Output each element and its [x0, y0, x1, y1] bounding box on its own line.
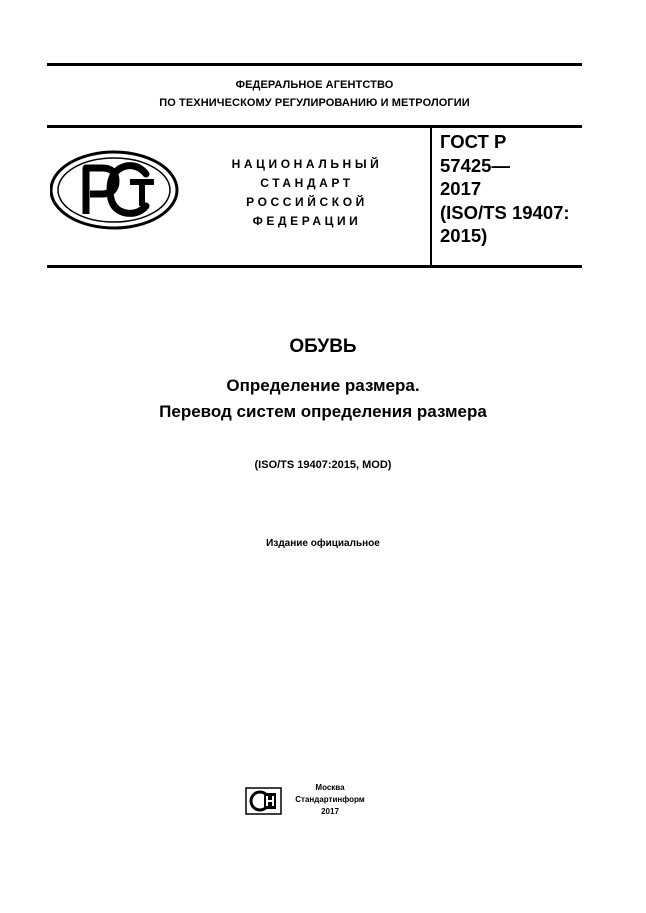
standard-type-line3: РОССИЙСКОЙ — [246, 195, 368, 209]
designation-line5: 2015) — [440, 225, 488, 246]
agency-name-line1: ФЕДЕРАЛЬНОЕ АГЕНТСТВО — [235, 79, 394, 91]
rst-logo — [50, 150, 180, 230]
edition-note: Издание официальное — [266, 538, 380, 549]
header-bottom-rule — [47, 265, 582, 268]
international-reference: (ISO/TS 19407:2015, MOD) — [254, 459, 392, 471]
standard-type-line1: НАЦИОНАЛЬНЫЙ — [231, 157, 383, 171]
document-title: ОБУВЬ — [289, 336, 357, 357]
document-subtitle-line2: Перевод систем определения размера — [159, 402, 487, 421]
standard-type-line4: ФЕДЕРАЦИИ — [252, 214, 362, 228]
publisher-city: Москва — [315, 783, 345, 792]
standard-designation — [440, 130, 585, 248]
designation-line2: 57425— — [440, 154, 510, 176]
agency-name-line2: ПО ТЕХНИЧЕСКОМУ РЕГУЛИРОВАНИЮ И МЕТРОЛОГИИ — [159, 97, 470, 109]
header-vertical-rule — [430, 127, 432, 267]
document-subtitle-line1: Определение размера. — [226, 376, 420, 395]
header-top-rule — [47, 125, 582, 128]
designation-line4: (ISO/TS 19407: — [440, 201, 570, 223]
top-rule — [47, 63, 582, 66]
standard-type-line2: СТАНДАРТ — [260, 176, 354, 190]
designation-line1: ГОСТ Р — [440, 131, 507, 152]
publisher-info — [287, 782, 373, 818]
standartinform-logo — [245, 787, 282, 815]
publisher-name: Стандартинформ — [295, 795, 365, 804]
designation-line3: 2017 — [440, 178, 482, 199]
publisher-year: 2017 — [321, 807, 339, 816]
